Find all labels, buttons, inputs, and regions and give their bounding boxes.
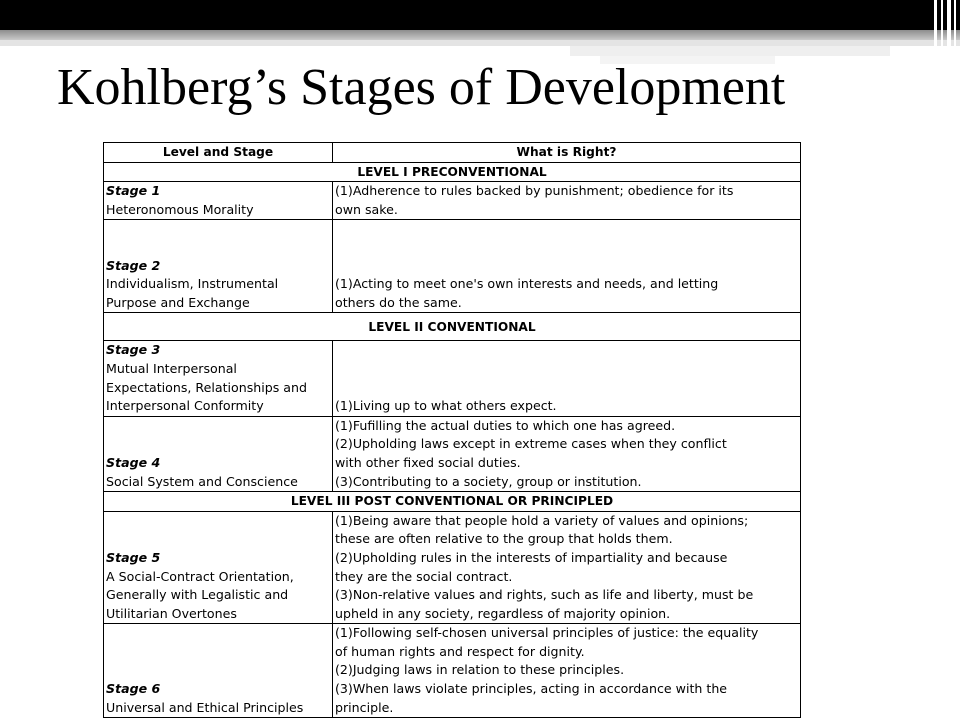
right-text-line: these are often relative to the group that holds them. bbox=[335, 531, 673, 547]
stage-name-line: Heteronomous Morality bbox=[106, 201, 254, 217]
right-text-line: own sake. bbox=[335, 201, 398, 217]
stage-row bbox=[104, 624, 801, 718]
stage-row bbox=[104, 220, 801, 313]
stage-name-line: Universal and Ethical Principles bbox=[106, 699, 304, 715]
slide-title: Kohlberg’s Stages of Development bbox=[57, 59, 786, 116]
stage-number: Stage 5 bbox=[106, 549, 161, 565]
right-text-line: (3)Contributing to a society, group or institution. bbox=[335, 473, 642, 489]
stage-cell bbox=[104, 416, 333, 491]
what-is-right-cell bbox=[333, 341, 801, 416]
stage-name-line: Interpersonal Conformity bbox=[106, 398, 264, 414]
what-is-right-cell bbox=[333, 416, 801, 491]
right-text-line: (1)Fufilling the actual duties to which one has agreed. bbox=[335, 417, 676, 433]
stage-name-line: Mutual Interpersonal bbox=[106, 360, 237, 376]
stage-name-line: Expectations, Relationships and bbox=[106, 379, 307, 395]
stage-cell bbox=[104, 220, 333, 313]
right-text-line: (1)Being aware that people hold a variety of values and opinions; bbox=[335, 512, 749, 528]
level-label: LEVEL II CONVENTIONAL bbox=[104, 313, 801, 341]
stage-name-line: Social System and Conscience bbox=[106, 473, 298, 489]
table-header-row bbox=[104, 143, 801, 163]
stage-number: Stage 4 bbox=[106, 454, 161, 470]
decorative-strip bbox=[570, 46, 890, 56]
column-header-level-stage: Level and Stage bbox=[104, 143, 333, 163]
right-text-line: they are the social contract. bbox=[335, 568, 513, 584]
right-text-line: (3)When laws violate principles, acting in accordance with the bbox=[335, 681, 728, 697]
what-is-right-cell bbox=[333, 220, 801, 313]
stage-name-line: Purpose and Exchange bbox=[106, 294, 250, 310]
stage-cell bbox=[104, 341, 333, 416]
level-label: LEVEL I PRECONVENTIONAL bbox=[104, 162, 801, 182]
stage-cell bbox=[104, 624, 333, 718]
level-label: LEVEL III POST CONVENTIONAL OR PRINCIPLED bbox=[104, 492, 801, 512]
right-text-line: (2)Judging laws in relation to these principles. bbox=[335, 662, 625, 678]
what-is-right-cell bbox=[333, 182, 801, 220]
stage-name-line: Utilitarian Overtones bbox=[106, 605, 237, 621]
right-text-line: principle. bbox=[335, 699, 394, 715]
level-row bbox=[104, 162, 801, 182]
stage-cell bbox=[104, 511, 333, 624]
stage-number: Stage 3 bbox=[106, 342, 161, 358]
stage-cell bbox=[104, 182, 333, 220]
top-gray-strip bbox=[0, 30, 960, 40]
stage-name-line: A Social-Contract Orientation, bbox=[106, 568, 294, 584]
stage-row bbox=[104, 416, 801, 491]
right-text-line: (2)Upholding rules in the interests of impartiality and because bbox=[335, 549, 728, 565]
top-black-bar bbox=[0, 0, 960, 30]
table-body bbox=[104, 162, 801, 718]
right-text-line: (1)Adherence to rules backed by punishment; obedience for its bbox=[335, 183, 734, 199]
stage-name-line: Generally with Legalistic and bbox=[106, 587, 289, 603]
what-is-right-cell bbox=[333, 624, 801, 718]
stage-row bbox=[104, 511, 801, 624]
right-text-line: (3)Non-relative values and rights, such as life and liberty, must be bbox=[335, 587, 754, 603]
stage-number: Stage 2 bbox=[106, 257, 161, 273]
what-is-right-cell bbox=[333, 511, 801, 624]
right-text-line: (1)Following self-chosen universal principles of justice: the equality bbox=[335, 625, 759, 641]
stage-number: Stage 6 bbox=[106, 681, 161, 697]
right-text-line: upheld in any society, regardless of majority opinion. bbox=[335, 605, 671, 621]
level-row bbox=[104, 492, 801, 512]
right-text-line: of human rights and respect for dignity. bbox=[335, 643, 585, 659]
right-text-line: with other fixed social duties. bbox=[335, 454, 521, 470]
stage-row bbox=[104, 182, 801, 220]
right-text-line: (2)Upholding laws except in extreme cases when they conflict bbox=[335, 436, 727, 452]
right-text-line: (1)Living up to what others expect. bbox=[335, 398, 557, 414]
decorative-vertical-bars bbox=[928, 0, 960, 64]
level-row bbox=[104, 313, 801, 341]
stage-number: Stage 1 bbox=[106, 183, 161, 199]
right-text-line: others do the same. bbox=[335, 294, 462, 310]
column-header-what-is-right: What is Right? bbox=[333, 143, 801, 163]
right-text-line: (1)Acting to meet one's own interests and needs, and letting bbox=[335, 276, 719, 292]
stage-row bbox=[104, 341, 801, 416]
stage-name-line: Individualism, Instrumental bbox=[106, 276, 279, 292]
kohlberg-stages-table bbox=[103, 142, 801, 718]
